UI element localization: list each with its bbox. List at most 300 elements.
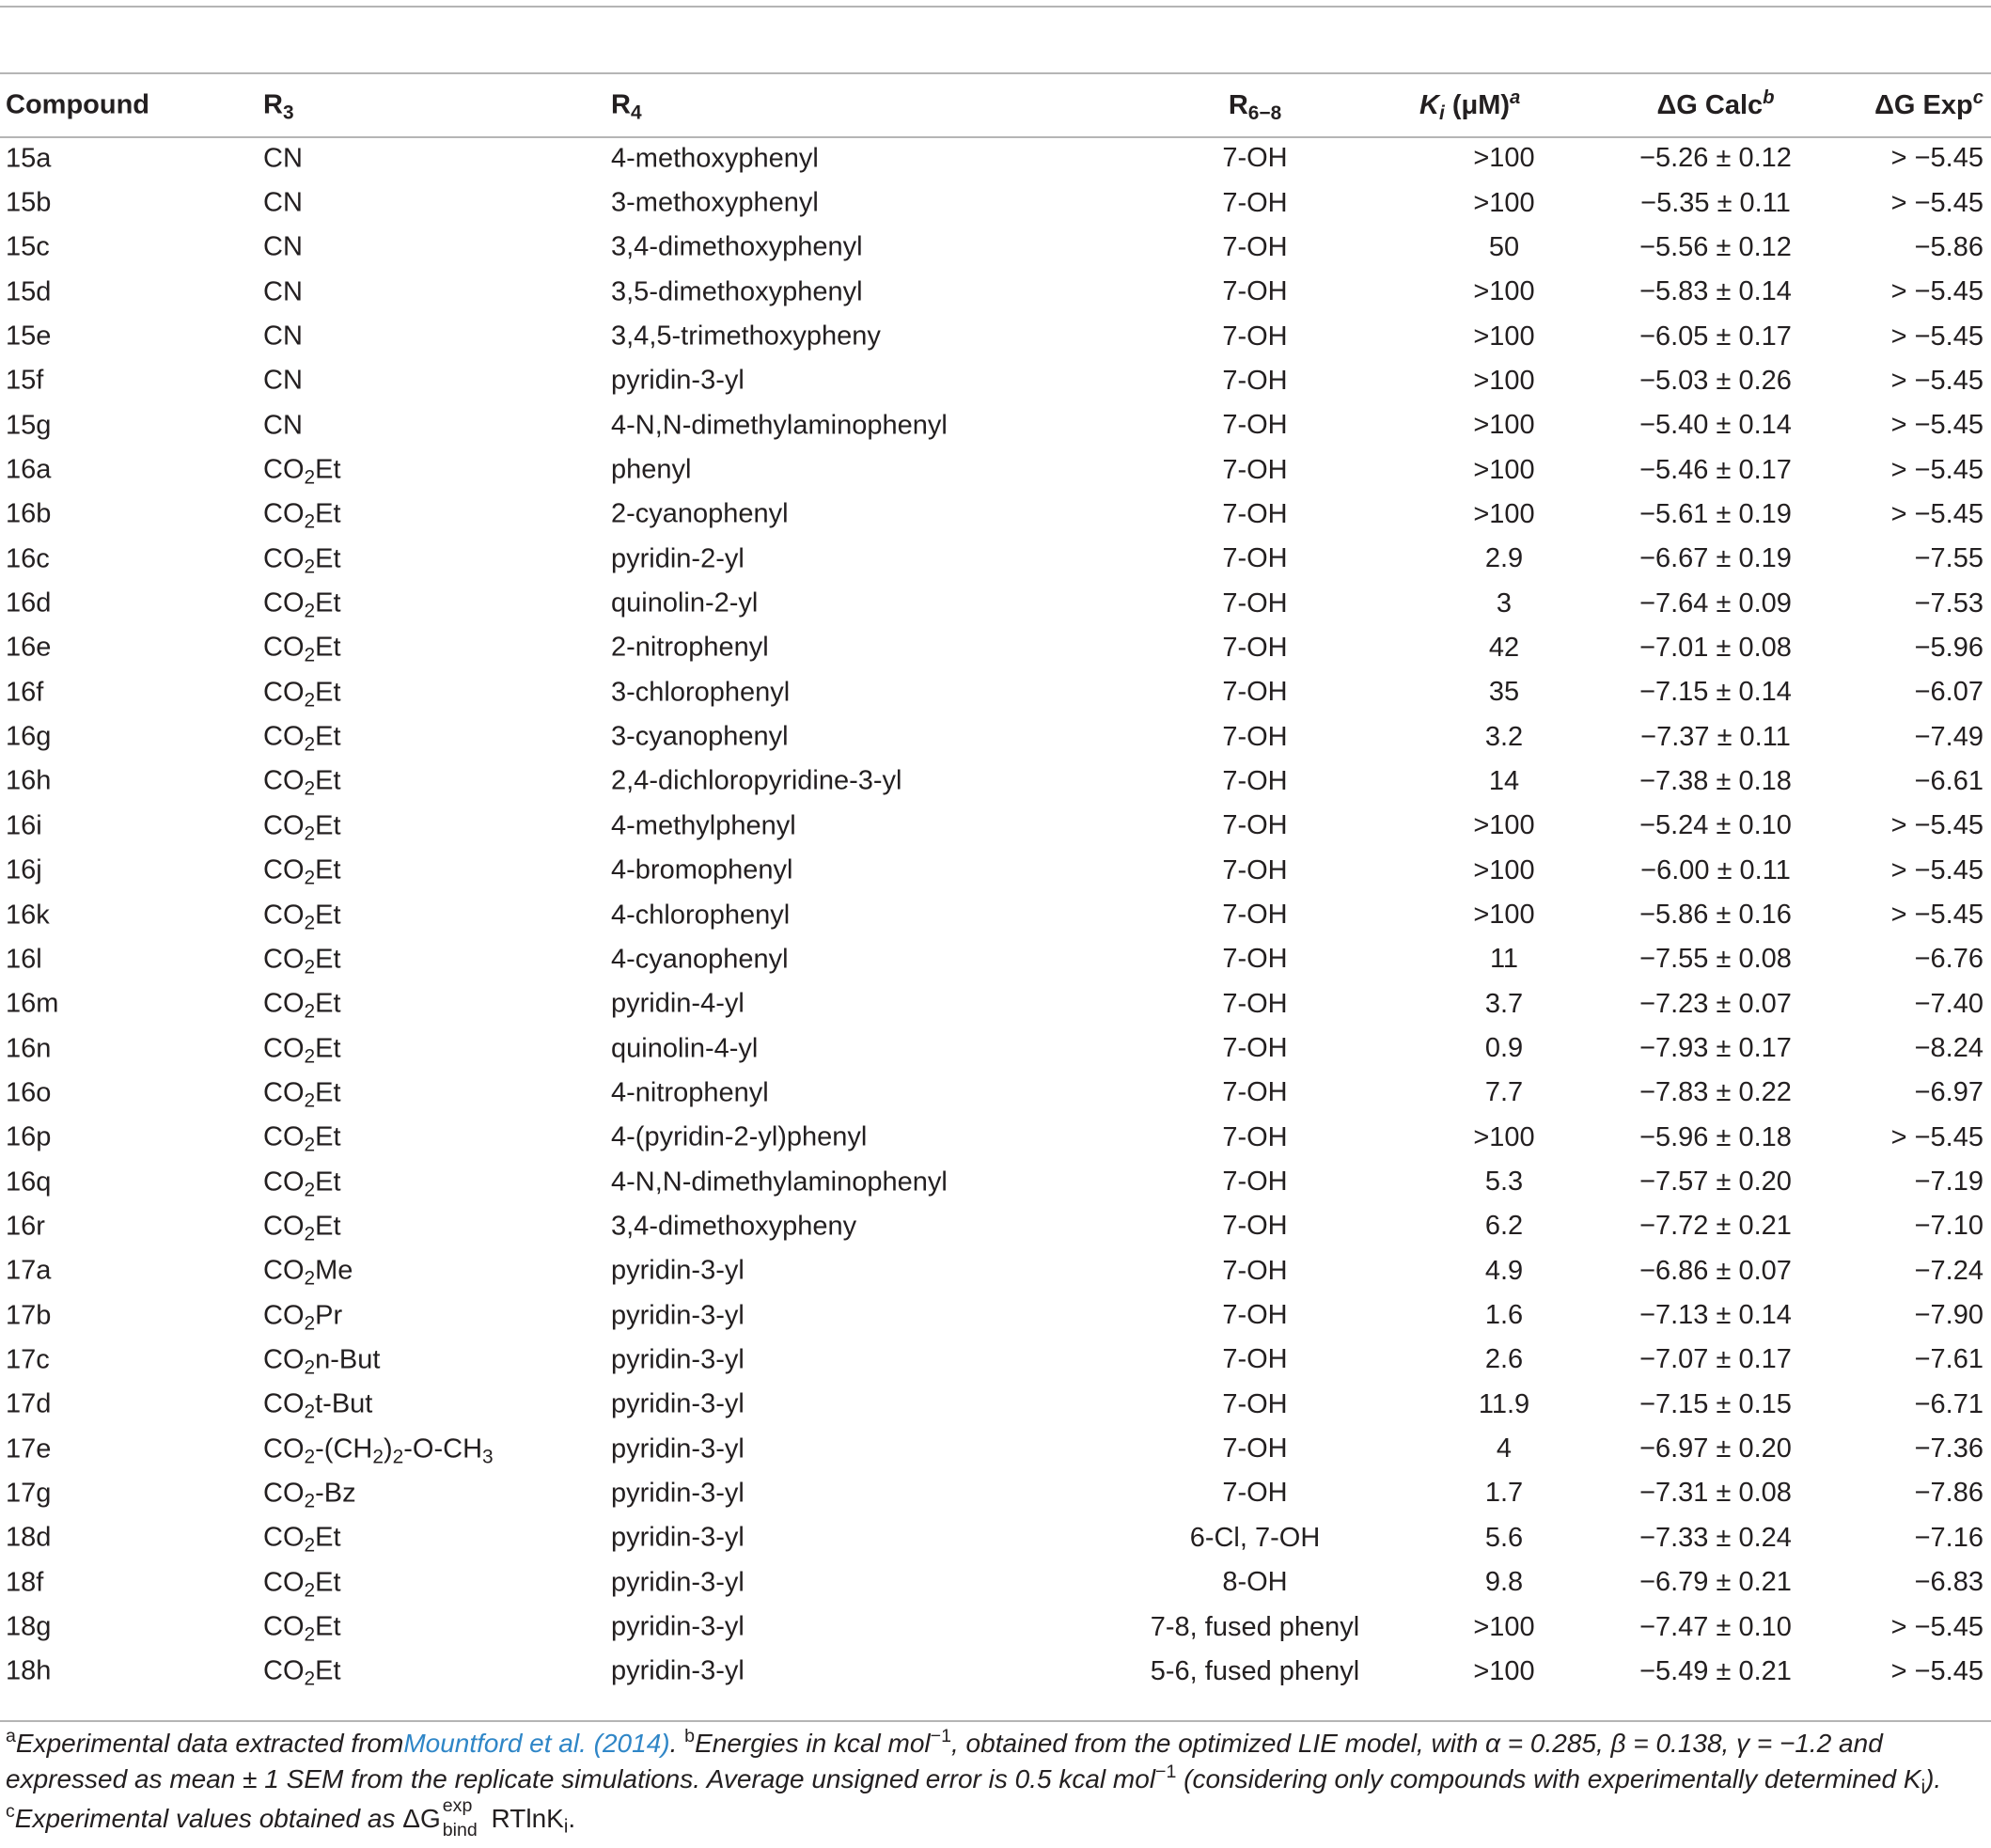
cell-compound: 17d [6, 1388, 52, 1419]
cell-dg-exp: > −5.45 [1890, 1611, 1983, 1642]
cell-ki: 5.3 [1484, 1167, 1524, 1198]
cell-r68: 7-OH [1222, 276, 1288, 307]
cell-r68: 7-OH [1222, 1121, 1288, 1152]
table-row [0, 1071, 1991, 1115]
table-row [0, 493, 1991, 537]
cell-r3: CN [263, 410, 303, 441]
cell-r68: 7-OH [1222, 498, 1288, 529]
row-left-group [0, 1427, 996, 1471]
footnote-b-text2: , obtained from the optimized LIE model, with α = 0.285, β = 0.138, γ = −1.2 and expressed as mean ± 1 SEM from the replicate simulations. Average unsigned error is 0.5 kcal mol [6, 1729, 1883, 1793]
cell-dg-exp: −7.53 [1914, 587, 1983, 619]
cell-ki: 9.8 [1484, 1567, 1524, 1598]
cell-dg-exp: −6.83 [1914, 1567, 1983, 1598]
table-row [0, 1605, 1991, 1649]
cell-dg-exp: −7.24 [1914, 1255, 1983, 1286]
cell-r3: $CO_2n$-But [263, 1344, 381, 1379]
cell-r4: quinolin-4-yl [611, 1033, 759, 1064]
row-left-group [0, 493, 996, 537]
footnote-b-text1: Energies in kcal mol [695, 1729, 931, 1758]
cell-r68: 7-OH [1222, 1033, 1288, 1064]
cell-r68: 7-OH [1222, 810, 1288, 841]
footnote-c [6, 1795, 1983, 1840]
cell-ki: >100 [1473, 900, 1535, 931]
cell-dg-exp: > −5.45 [1890, 900, 1983, 931]
cell-compound: 15g [6, 410, 52, 441]
cell-r68: 7-OH [1222, 944, 1288, 975]
table-row [0, 893, 1991, 937]
cell-r3: $CO_2Et$ [263, 1611, 341, 1646]
cell-r68: 7-OH [1222, 187, 1288, 218]
cell-r4: pyridin-3-yl [611, 1388, 745, 1419]
cell-ki: 3 [1496, 587, 1513, 619]
cell-r4: 4-bromophenyl [611, 854, 793, 885]
cell-r4: 3-chlorophenyl [611, 677, 791, 708]
table-row [0, 760, 1991, 804]
table-row [0, 314, 1991, 358]
cell-r68: 7-OH [1222, 1077, 1288, 1108]
cell-r3: $CO_2Et$ [263, 721, 341, 756]
row-left-group [0, 1560, 996, 1605]
row-left-group [0, 670, 996, 714]
cell-r4: 4-methoxyphenyl [611, 143, 819, 174]
cell-r3: $CO_2Et$ [263, 498, 341, 533]
cell-dg-calc: −5.56 ± 0.12 [1639, 231, 1792, 262]
row-left-group [0, 937, 996, 981]
cell-dg-exp: −5.86 [1914, 231, 1983, 262]
row-left-group [0, 1204, 996, 1248]
cell-r3: $CO_2Et$ [263, 1033, 341, 1067]
cell-r68: 7-OH [1222, 721, 1288, 752]
table-body [0, 136, 1991, 1694]
row-left-group [0, 626, 996, 670]
cell-r68: 7-OH [1222, 143, 1288, 174]
cell-ki: 35 [1488, 677, 1520, 708]
cell-dg-exp: > −5.45 [1890, 454, 1983, 485]
cell-dg-exp: > −5.45 [1890, 276, 1983, 307]
cell-dg-calc: −7.57 ± 0.20 [1639, 1167, 1792, 1198]
cell-compound: 16g [6, 721, 52, 752]
cell-dg-exp: −8.24 [1914, 1033, 1983, 1064]
cell-r68: 8-OH [1222, 1567, 1288, 1598]
cell-ki: >100 [1473, 1611, 1535, 1642]
cell-dg-exp: −6.71 [1914, 1388, 1983, 1419]
cell-ki: 4.9 [1484, 1255, 1524, 1286]
table-bottom-rule [0, 1720, 1991, 1722]
cell-dg-exp: −7.86 [1914, 1478, 1983, 1509]
footnote-a-text: Experimental data extracted from [15, 1729, 404, 1758]
cell-compound: 15c [6, 231, 50, 262]
cell-r68: 7-OH [1222, 1478, 1288, 1509]
row-left-group [0, 982, 996, 1026]
cell-dg-exp: −7.16 [1914, 1522, 1983, 1553]
cell-r3: $CO_2Et$ [263, 944, 341, 979]
cell-dg-exp: > −5.45 [1890, 143, 1983, 174]
cell-r3: $CO_2Et$ [263, 1211, 341, 1245]
cell-ki: >100 [1473, 276, 1535, 307]
row-left-group [0, 270, 996, 314]
row-left-group [0, 403, 996, 447]
cell-r4: 4-cyanophenyl [611, 944, 789, 975]
cell-r4: pyridin-3-yl [611, 365, 745, 396]
cell-dg-calc: −5.83 ± 0.14 [1639, 276, 1792, 307]
cell-compound: 16n [6, 1033, 52, 1064]
header-row [0, 74, 1991, 136]
footnote-c-formula: ΔG exp bind RTlnK$_i$ [402, 1795, 569, 1840]
cell-r4: phenyl [611, 454, 692, 485]
cell-r3: $CO_2Et$ [263, 900, 341, 933]
cell-r4: 4-N,N-dimethylaminophenyl [611, 1167, 948, 1198]
data-table [0, 74, 1991, 1694]
row-left-group [0, 180, 996, 225]
col-header-dg-calc: ΔG Calc$^b$ [1656, 86, 1775, 120]
cell-compound: 16l [6, 944, 42, 975]
cell-ki: 4 [1496, 1433, 1513, 1464]
cell-compound: 17a [6, 1255, 52, 1286]
cell-dg-calc: −7.64 ± 0.09 [1639, 587, 1792, 619]
table-row [0, 1338, 1991, 1382]
cell-dg-exp: −6.97 [1914, 1077, 1983, 1108]
cell-r4: 2,4-dichloropyridine-3-yl [611, 765, 902, 796]
cell-ki: 5.6 [1484, 1522, 1524, 1553]
cell-r4: pyridin-2-yl [611, 543, 745, 574]
table-row [0, 670, 1991, 714]
footnote-b-sub: i [1920, 1777, 1926, 1798]
row-left-group [0, 804, 996, 848]
cell-r4: 4-nitrophenyl [611, 1077, 769, 1108]
cell-r3: $CO_2t$-But [263, 1388, 373, 1423]
cell-compound: 17c [6, 1344, 50, 1375]
cell-dg-exp: > −5.45 [1890, 854, 1983, 885]
row-left-group [0, 1383, 996, 1427]
cell-compound: 17b [6, 1300, 52, 1331]
cell-dg-calc: −7.55 ± 0.08 [1639, 944, 1792, 975]
row-left-group [0, 1650, 996, 1694]
cell-dg-exp: −7.61 [1914, 1344, 1983, 1375]
cell-compound: 16k [6, 900, 50, 931]
cell-dg-exp: −6.61 [1914, 765, 1983, 796]
table-row [0, 1650, 1991, 1694]
cell-dg-exp: > −5.45 [1890, 1121, 1983, 1152]
row-left-group [0, 714, 996, 759]
cell-ki: 1.6 [1484, 1300, 1524, 1331]
cell-ki: 0.9 [1484, 1033, 1524, 1064]
cell-r3: $CO_2Et$ [263, 1567, 341, 1602]
row-left-group [0, 581, 996, 625]
row-left-group [0, 314, 996, 358]
cell-compound: 16o [6, 1077, 52, 1108]
cell-ki: >100 [1473, 1121, 1535, 1152]
cell-dg-exp: > −5.45 [1890, 365, 1983, 396]
cell-r3: $CO_2-(CH_2)_2-O-CH_3$ [263, 1433, 494, 1467]
footnote-a-link[interactable]: Mountford et al. (2014) [403, 1729, 670, 1758]
cell-r68: 5-6, fused phenyl [1150, 1655, 1360, 1686]
cell-r3: CN [263, 276, 303, 307]
cell-compound: 16r [6, 1211, 45, 1242]
cell-ki: 11.9 [1478, 1388, 1530, 1419]
cell-dg-calc: −7.23 ± 0.07 [1639, 988, 1792, 1019]
cell-compound: 16b [6, 498, 52, 529]
cell-dg-exp: −6.07 [1914, 677, 1983, 708]
table-row [0, 403, 1991, 447]
cell-ki: 50 [1488, 231, 1520, 262]
cell-r4: pyridin-3-yl [611, 1478, 745, 1509]
cell-dg-calc: −7.13 ± 0.14 [1639, 1300, 1792, 1331]
cell-ki: 11 [1489, 944, 1519, 975]
cell-dg-calc: −6.86 ± 0.07 [1639, 1255, 1792, 1286]
table-row [0, 359, 1991, 403]
cell-dg-calc: −5.24 ± 0.10 [1639, 810, 1792, 841]
col-header-dg-exp: ΔG Exp$^c$ [1874, 86, 1983, 120]
cell-dg-exp: −6.76 [1914, 944, 1983, 975]
table-row [0, 447, 1991, 492]
cell-ki: >100 [1473, 410, 1535, 441]
cell-dg-calc: −5.03 ± 0.26 [1639, 365, 1792, 396]
table-row [0, 849, 1991, 893]
cell-dg-exp: > −5.45 [1890, 321, 1983, 352]
row-left-group [0, 136, 996, 180]
table-row [0, 226, 1991, 270]
row-left-group [0, 1471, 996, 1515]
table-row [0, 1160, 1991, 1204]
cell-r4: 3,4-dimethoxyphenyl [611, 231, 863, 262]
cell-dg-calc: −7.07 ± 0.17 [1639, 1344, 1792, 1375]
cell-r4: pyridin-3-yl [611, 1255, 745, 1286]
cell-r68: 7-OH [1222, 1388, 1288, 1419]
cell-r4: pyridin-4-yl [611, 988, 745, 1019]
cell-r68: 7-OH [1222, 1344, 1288, 1375]
cell-dg-calc: −6.00 ± 0.11 [1640, 854, 1791, 885]
cell-dg-calc: −7.15 ± 0.14 [1639, 677, 1792, 708]
footnote-b-exp1: −1 [930, 1726, 951, 1747]
row-left-group [0, 893, 996, 937]
cell-compound: 16j [6, 854, 42, 885]
cell-compound: 17e [6, 1433, 52, 1464]
cell-r68: 7-OH [1222, 365, 1288, 396]
cell-r4: pyridin-3-yl [611, 1522, 745, 1553]
cell-compound: 16d [6, 587, 52, 619]
table-row [0, 1026, 1991, 1071]
cell-r3: CN [263, 187, 303, 218]
cell-dg-exp: −7.55 [1914, 543, 1983, 574]
cell-ki: >100 [1473, 454, 1535, 485]
row-left-group [0, 849, 996, 893]
cell-dg-calc: −5.96 ± 0.18 [1639, 1121, 1792, 1152]
cell-compound: 16a [6, 454, 52, 485]
table-row [0, 1293, 1991, 1338]
table-row [0, 1560, 1991, 1605]
footnote-c-text: Experimental values obtained as [14, 1804, 403, 1833]
table-row [0, 982, 1991, 1026]
cell-ki: 14 [1488, 765, 1520, 796]
cell-r68: 7-OH [1222, 988, 1288, 1019]
cell-r3: $CO_2Et$ [263, 854, 341, 889]
row-left-group [0, 1605, 996, 1649]
row-left-group [0, 1026, 996, 1071]
cell-r3: $CO_2Et$ [263, 677, 341, 712]
cell-ki: 2.9 [1484, 543, 1524, 574]
col-header-ki: $K_i$ $(\mu M)^a$ [1419, 86, 1521, 124]
footnote-b-end: ). [1925, 1764, 1942, 1793]
col-header-r68: $R_{6-8}$ [1228, 89, 1282, 124]
cell-r3: $CO_2Et$ [263, 587, 341, 622]
cell-dg-exp: −7.90 [1914, 1300, 1983, 1331]
cell-dg-exp: −7.36 [1914, 1433, 1983, 1464]
cell-r3: CN [263, 321, 303, 352]
cell-r4: 2-nitrophenyl [611, 632, 769, 663]
cell-compound: 17g [6, 1478, 52, 1509]
cell-dg-calc: −7.83 ± 0.22 [1639, 1077, 1792, 1108]
footnote-a-mark: a [6, 1726, 16, 1747]
footnote-a-end: . [669, 1729, 678, 1758]
cell-ki: >100 [1473, 187, 1535, 218]
cell-r4: pyridin-3-yl [611, 1433, 745, 1464]
table-row [0, 1516, 1991, 1560]
row-left-group [0, 537, 996, 581]
cell-r4: pyridin-3-yl [611, 1655, 745, 1686]
cell-dg-calc: −5.61 ± 0.19 [1639, 498, 1792, 529]
footnote-c-end: . [568, 1804, 576, 1833]
cell-r4: pyridin-3-yl [611, 1344, 745, 1375]
cell-compound: 18g [6, 1611, 52, 1642]
cell-compound: 18d [6, 1522, 52, 1553]
row-left-group [0, 1516, 996, 1560]
cell-r68: 6-Cl, 7-OH [1189, 1522, 1321, 1553]
cell-r68: 7-OH [1222, 410, 1288, 441]
cell-r68: 7-OH [1222, 587, 1288, 619]
row-left-group [0, 760, 996, 804]
col-header-compound: Compound [6, 89, 150, 120]
cell-r4: 3,4-dimethoxypheny [611, 1211, 857, 1242]
cell-dg-exp: > −5.45 [1890, 1655, 1983, 1686]
table-row [0, 1204, 1991, 1248]
cell-r3: $CO_2Et$ [263, 1655, 341, 1690]
cell-dg-calc: −6.05 ± 0.17 [1639, 321, 1792, 352]
cell-dg-calc: −7.38 ± 0.18 [1639, 765, 1792, 796]
cell-r68: 7-OH [1222, 543, 1288, 574]
cell-r68: 7-OH [1222, 854, 1288, 885]
cell-ki: >100 [1473, 854, 1535, 885]
cell-r3: $CO_2Et$ [263, 1077, 341, 1112]
cell-dg-calc: −5.46 ± 0.17 [1639, 454, 1792, 485]
cell-ki: 1.7 [1484, 1478, 1524, 1509]
table-header [0, 74, 1991, 136]
cell-compound: 15a [6, 143, 52, 174]
cell-r68: 7-OH [1222, 1300, 1288, 1331]
cell-dg-exp: −7.40 [1914, 988, 1983, 1019]
table-row [0, 581, 1991, 625]
cell-dg-exp: −7.49 [1914, 721, 1983, 752]
cell-compound: 16p [6, 1121, 52, 1152]
cell-r4: pyridin-3-yl [611, 1567, 745, 1598]
table-row [0, 1427, 1991, 1471]
row-left-group [0, 226, 996, 270]
cell-compound: 16i [6, 810, 42, 841]
cell-r4: 3-methoxyphenyl [611, 187, 819, 218]
col-header-r3: $R_3$ [263, 89, 294, 124]
cell-r3: $CO_2Et$ [263, 765, 341, 800]
cell-compound: 18h [6, 1655, 52, 1686]
cell-r3: $CO_2Et$ [263, 1121, 341, 1156]
cell-ki: >100 [1473, 365, 1535, 396]
cell-r68: 7-OH [1222, 900, 1288, 931]
cell-r4: 2-cyanophenyl [611, 498, 789, 529]
cell-dg-exp: > −5.45 [1890, 810, 1983, 841]
cell-r4: 3,4,5-trimethoxypheny [611, 321, 881, 352]
cell-r3: $CO_2-Bz$ [263, 1478, 356, 1512]
cell-ki: >100 [1473, 498, 1535, 529]
cell-r68: 7-OH [1222, 231, 1288, 262]
cell-dg-calc: −5.49 ± 0.21 [1639, 1655, 1792, 1686]
cell-r4: 4-N,N-dimethylaminophenyl [611, 410, 948, 441]
cell-r3: $CO_2Et$ [263, 1167, 341, 1200]
cell-r4: 3-cyanophenyl [611, 721, 789, 752]
cell-r3: $CO_2Et$ [263, 454, 341, 489]
cell-r3: $CO_2Et$ [263, 632, 341, 666]
col-header-r4: $R_4$ [611, 89, 642, 124]
table-row [0, 1116, 1991, 1160]
table-top-rule [0, 6, 1991, 8]
cell-dg-calc: −7.47 ± 0.10 [1639, 1611, 1792, 1642]
cell-compound: 16e [6, 632, 52, 663]
cell-dg-calc: −5.86 ± 0.16 [1639, 900, 1792, 931]
cell-ki: 42 [1488, 632, 1520, 663]
cell-dg-calc: −6.79 ± 0.21 [1639, 1567, 1792, 1598]
cell-compound: 16f [6, 677, 44, 708]
cell-dg-calc: −5.40 ± 0.14 [1639, 410, 1792, 441]
cell-r3: $CO_2Et$ [263, 543, 341, 578]
table-row [0, 537, 1991, 581]
cell-r3: $CO_2Pr$ [263, 1300, 343, 1334]
table-row [0, 804, 1991, 848]
cell-ki: 7.7 [1484, 1077, 1524, 1108]
cell-compound: 15b [6, 187, 52, 218]
cell-dg-calc: −7.37 ± 0.11 [1640, 721, 1791, 752]
cell-r68: 7-OH [1222, 321, 1288, 352]
row-left-group [0, 1116, 996, 1160]
table-row [0, 937, 1991, 981]
cell-r68: 7-OH [1222, 765, 1288, 796]
table-row [0, 1471, 1991, 1515]
table-row [0, 1383, 1991, 1427]
cell-compound: 16c [6, 543, 50, 574]
cell-dg-exp: −7.10 [1914, 1211, 1983, 1242]
cell-compound: 16m [6, 988, 59, 1019]
cell-r4: pyridin-3-yl [611, 1611, 745, 1642]
footnote-b-exp2: −1 [1155, 1762, 1177, 1783]
cell-dg-exp: −5.96 [1914, 632, 1983, 663]
cell-r68: 7-OH [1222, 632, 1288, 663]
cell-dg-exp: > −5.45 [1890, 410, 1983, 441]
cell-ki: 6.2 [1484, 1211, 1524, 1242]
cell-r3: $CO_2Et$ [263, 810, 341, 845]
cell-r4: 3,5-dimethoxyphenyl [611, 276, 863, 307]
cell-r3: $CO_2Et$ [263, 988, 341, 1023]
footnote-ab [6, 1726, 1983, 1797]
row-left-group [0, 447, 996, 492]
row-left-group [0, 1071, 996, 1115]
cell-r3: $CO_2Et$ [263, 1522, 341, 1557]
cell-compound: 16q [6, 1167, 52, 1198]
cell-dg-calc: −7.01 ± 0.08 [1639, 632, 1792, 663]
cell-ki: >100 [1473, 143, 1535, 174]
cell-r3: CN [263, 143, 303, 174]
col-header-group-left [0, 74, 996, 136]
row-left-group [0, 1338, 996, 1382]
cell-r3: CN [263, 231, 303, 262]
cell-dg-calc: −6.67 ± 0.19 [1639, 543, 1792, 574]
row-left-group [0, 359, 996, 403]
cell-compound: 16h [6, 765, 52, 796]
